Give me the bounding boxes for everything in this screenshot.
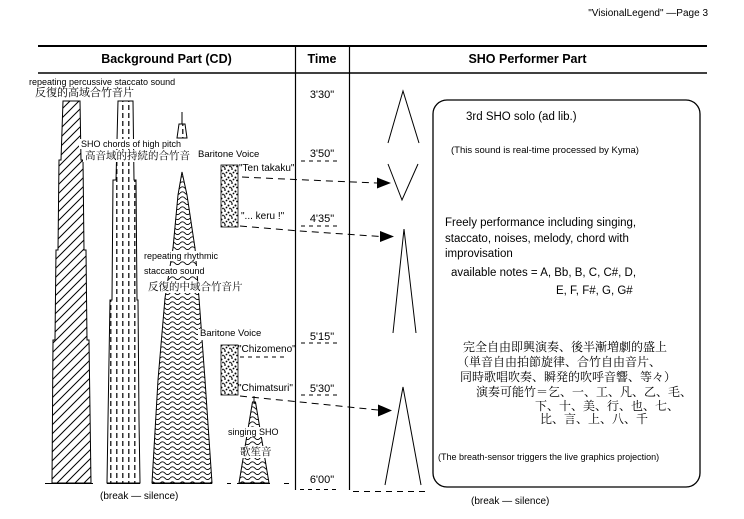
cue-arrow [377,178,391,189]
jp-instruction-6: 比、言、上、八、千 [540,412,649,426]
sho-swell-tall-1 [393,229,416,333]
notes-line2: E, F, F#, G, G# [556,285,633,297]
label-percussive-jp: 反復的高域合竹音片 [35,87,134,99]
jp-instruction-1: 完全自由即興演奏、後半漸増劇的盛上 [463,340,668,354]
time-label: 5'15" [309,331,335,343]
column-header-sho: SHO Performer Part [468,52,587,66]
time-label: 4'35" [309,213,335,225]
cue-chimatsuri: "Chimatsuri" [238,383,293,394]
label-baritone1-title: Baritone Voice [198,149,260,160]
break-label-left: (break — silence) [100,491,179,502]
solo-title: 3rd SHO solo (ad lib.) [466,111,577,123]
freely-line2: staccato, noises, melody, chord with [445,233,629,245]
time-cue-underlines [301,161,337,395]
cue-ten-takaku: "Ten takaku" [239,163,295,174]
sho-swell-peak [388,91,419,143]
notes-line1: available notes = A, Bb, B, C, C#, D, [451,267,637,279]
baritone-voice-block-2 [221,345,238,395]
time-label: 6'00" [309,474,335,486]
cue-chizomeno: "Chizomeno" [238,344,296,355]
jp-instruction-5: 下、十、美、行、也、七、 [535,399,680,413]
label-rhythmic-jp: 反復的中域合竹音片 [148,281,243,293]
sho-swell-valley [388,164,418,200]
label-sho-chords-en: SHO chords of high pitch [81,139,182,149]
cue-arrow [378,405,392,417]
cue-line-chimatsuri [240,396,378,410]
breath-note: (The breath-sensor triggers the live graphics projection) [438,452,660,462]
time-label: 3'50" [309,148,335,160]
column-header-time: Time [307,52,337,66]
freely-line1: Freely performance including singing, [445,217,637,229]
time-label: 3'30" [309,89,335,101]
small-spike [177,124,187,138]
freely-line3: improvisation [445,248,513,260]
label-singing-sho-en: singing SHO [228,427,279,437]
cue-keru: "... keru !" [241,211,285,222]
label-baritone2-title: Baritone Voice [200,328,262,339]
break-label-right: (break — silence) [471,496,550,507]
jp-instruction-2: （単音自由拍節旋律、合竹自由音片、 [457,355,662,369]
column-header-background: Background Part (CD) [101,52,232,66]
label-percussive-en: repeating percussive staccato sound [29,77,176,87]
solo-note: (This sound is real-time processed by Kyma) [451,145,639,156]
cue-line-keru [240,226,380,237]
baritone-voice-block-1 [221,165,238,227]
sho-swell-tall-2 [385,387,421,485]
label-singing-sho-jp: 歌笙音 [240,446,272,458]
cue-arrow [380,231,394,242]
label-rhythmic-en1: repeating rhythmic [144,251,219,261]
jp-instruction-4: 演奏可能竹＝乞、一、工、凡、乙、毛、 [476,385,693,399]
label-sho-chords-jp: 高音域的持続的合竹音 [85,150,190,162]
cue-line-ten-takaku [242,177,377,183]
jp-instruction-3: 同時歌唱吹奏、瞬発的吹呼音響、等々） [460,370,677,384]
page-header: "VisionalLegend" —Page 3 [588,8,708,19]
label-rhythmic-en2: staccato sound [144,266,205,276]
singing-sho-spike [239,402,269,483]
time-label: 5'30" [309,383,335,395]
